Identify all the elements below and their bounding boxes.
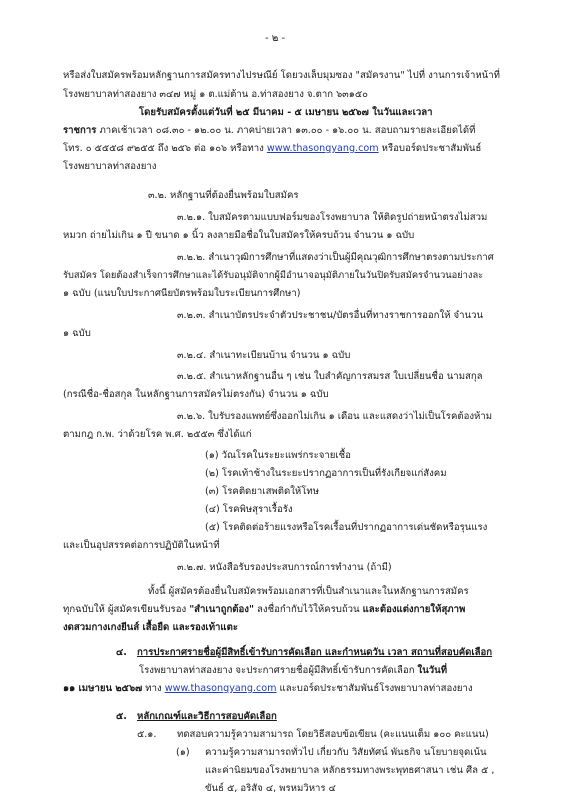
section-heading: ๓.๒. หลักฐานที่ต้องยื่นพร้อมใบสมัคร: [148, 190, 299, 201]
list-item: (๔) โรคพิษสุราเรื้อรัง: [205, 504, 293, 515]
body-line: ทั้งนี้ ผู้สมัครต้องยื่นใบสมัครพร้อมเอกสารที่เป็นสำเนาและในหลักฐานการสมัคร: [148, 586, 469, 597]
page-number: - ๒ -: [265, 33, 286, 44]
body-line: [63, 125, 475, 137]
body-line: โรงพยาบาลท่าสองยาง: [63, 161, 157, 172]
subsection-number: ๕.๑.: [137, 729, 157, 740]
text-span: ภาคเช้าเวลา ๐๘.๓๐ - ๑๒.๐๐ น. ภาคบ่ายเวลา ๑๓.๐๐ - ๑๖.๐๐ น. สอบถามรายละเอียดได้ที่: [96, 125, 476, 136]
text-span: ลงชื่อกำกับไว้ให้ครบถ้วน: [253, 604, 363, 615]
body-line: ๑ ฉบับ: [63, 328, 91, 339]
body-line: [139, 665, 447, 677]
body-line: [63, 683, 473, 695]
text-span: หรือบอร์ดประชาสัมพันธ์: [378, 143, 482, 154]
text-span: โรงพยาบาลท่าสองยาง จะประกาศรายชื่อผู้มีสิทธิ์เข้ารับการคัดเลือก: [139, 665, 418, 676]
list-item: (๕) โรคติดต่อร้ายแรงหรือโรคเรื้อนที่ปรากฏอาการเด่นชัดหรือรุนแรง: [205, 522, 488, 533]
body-line: และค่านิยมของโรงพยาบาล หลักธรรมทางพระพุทธศาสนา เช่น ศีล ๕ ,: [205, 765, 495, 776]
emphasis-text: ราชการ: [63, 125, 97, 136]
body-line: ความรู้ความสามารถทั่วไป เกี่ยวกับ วิสัยทัศน์ พันธกิจ นโยบายจุดเน้น: [205, 747, 487, 758]
body-line: ๓.๒.๕. สำเนาหลักฐานอื่น ๆ เช่น ใบสำคัญการสมรส ใบเปลี่ยนชื่อ นามสกุล: [177, 371, 483, 382]
emphasis-text: ในวันที่: [417, 665, 448, 676]
body-line: ๓.๒.๔. สำเนาทะเบียนบ้าน จำนวน ๑ ฉบับ: [177, 350, 351, 361]
body-line: หมวก ถ่ายไม่เกิน ๑ ปี ขนาด ๑ นิ้ว ลงลายมือชื่อในใบสมัครให้ครบถ้วน จำนวน ๑ ฉบับ: [63, 230, 415, 241]
website-link[interactable]: www.thasongyang.com: [164, 683, 277, 694]
section-number: ๕.: [116, 711, 127, 722]
list-item: (๓) โรคติดยาเสพติดให้โทษ: [205, 486, 320, 497]
body-line: ตามกฎ ก.พ. ว่าด้วยโรค พ.ศ. ๒๕๕๓ ซึ่งได้แก่: [63, 429, 252, 440]
body-line: ๓.๒.๖. ใบรับรองแพทย์ซึ่งออกไม่เกิน ๑ เดือน และแสดงว่าไม่เป็นโรคต้องห้าม: [177, 411, 493, 422]
section-heading: หลักเกณฑ์และวิธีการสอบคัดเลือก: [137, 711, 277, 722]
emphasis-text: "สำเนาถูกต้อง": [189, 604, 254, 615]
body-line: ๓.๒.๒. สำเนาวุฒิการศึกษาที่แสดงว่าเป็นผู้มีคุณวุฒิการศึกษาตรงตามประกาศ: [177, 252, 494, 263]
body-line: โดยรับสมัครตั้งแต่วันที่ ๒๕ มีนาคม - ๕ เมษายน ๒๕๖๗ ในวันและเวลา: [139, 107, 433, 118]
body-line: ทดสอบความรู้ความสามารถ โดยวิธีสอบข้อเขียน (คะแนนเต็ม ๑๐๐ คะแนน): [177, 729, 489, 740]
list-number: (๑): [176, 747, 190, 758]
body-line: ๑ ฉบับ (แนบใบประกาศนียบัตรพร้อมใบระเบียนการศึกษา): [63, 288, 301, 299]
body-line: ๓.๒.๓. สำเนาบัตรประจำตัวประชาชน/บัตรอื่นที่ทางราชการออกให้ จำนวน: [177, 310, 484, 321]
emphasis-text: ๑๑ เมษายน ๒๕๖๗: [63, 683, 143, 694]
emphasis-text: และต้องแต่งกายให้สุภาพ: [362, 604, 466, 615]
section-number: ๔.: [116, 647, 127, 658]
body-line: รับสมัคร โดยต้องสำเร็จการศึกษาและได้รับอนุมัติจากผู้มีอำนาจอนุมัติภายในวันปิดรับสมัครจำนวนอย่างละ: [63, 270, 484, 281]
text-span: และบอร์ดประชาสัมพันธ์โรงพยาบาลท่าสองยาง: [276, 683, 473, 694]
body-line: งดสวมกางเกงยีนส์ เสื้อยืด และรองเท้าแตะ: [63, 622, 238, 633]
body-line: และเป็นอุปสรรคต่อการปฏิบัติในหน้าที่: [63, 540, 220, 551]
body-line: ขันธ์ ๕, อริสัจ ๔, พรหมวิหาร ๔: [205, 783, 336, 794]
section-heading: การประกาศรายชื่อผู้มีสิทธิ์เข้ารับการคัดเลือก และกำหนดวัน เวลา สถานที่สอบคัดเลือก: [137, 647, 493, 658]
body-line: [63, 604, 465, 616]
body-line: หรือส่งใบสมัครพร้อมหลักฐานการสมัครทางไปรษณีย์ โดยวงเล็บมุมซอง "สมัครงาน" ไปที่ งานการเจ้าหน้าที่: [63, 70, 500, 81]
body-line: (กรณีชื่อ-ชื่อสกุล ในหลักฐานการสมัครไม่ตรงกัน) จำนวน ๑ ฉบับ: [63, 389, 329, 400]
text-span: ทุกฉบับให้ ผู้สมัครเขียนรับรอง: [63, 604, 190, 615]
body-line: ๓.๒.๑. ใบสมัครตามแบบฟอร์มของโรงพยาบาล ให้ติดรูปถ่ายหน้าตรงไม่สวม: [177, 212, 488, 223]
text-span: ทาง: [142, 683, 165, 694]
list-item: (๒) โรคเท้าช้างในระยะปรากฏอาการเป็นที่รังเกียจแก่สังคม: [205, 468, 447, 479]
body-line: โรงพยาบาลท่าสองยาง ๓๔๗ หมู่ ๑ ต.แม่ต้าน อ.ท่าสองยาง จ.ตาก ๖๓๑๕๐: [63, 89, 368, 100]
text-span: โทร. ๐ ๕๕๕๘ ๙๒๕๕ ถึง ๒๕๖ ต่อ ๑๐๖ หรือทาง: [63, 143, 267, 154]
website-link[interactable]: www.thasongyang.com: [266, 143, 379, 154]
list-item: (๑) วัณโรคในระยะแพร่กระจายเชื้อ: [205, 450, 351, 461]
body-line: ๓.๒.๗. หนังสือรับรองประสบการณ์การทำงาน (ถ้ามี): [177, 562, 392, 573]
body-line: [63, 143, 481, 155]
